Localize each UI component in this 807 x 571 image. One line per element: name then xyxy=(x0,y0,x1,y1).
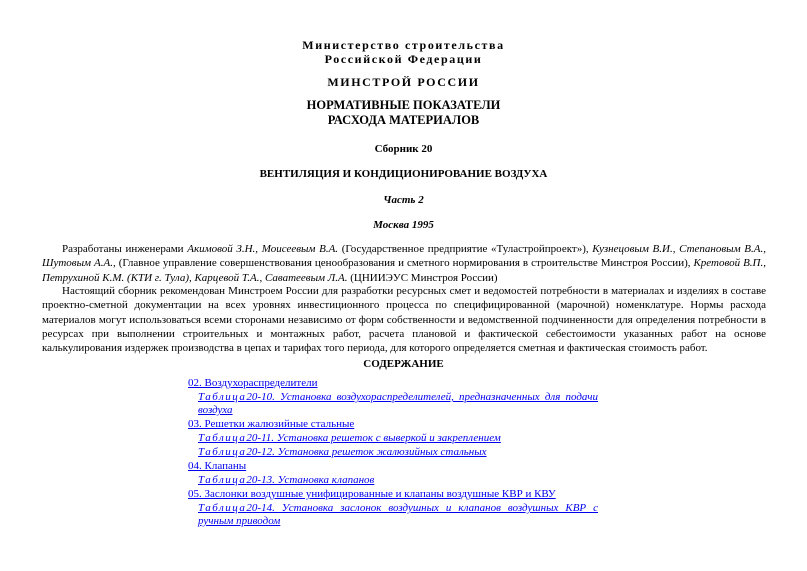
authors-text-1: Разработаны инженерами xyxy=(62,243,188,255)
table-title: 20-10. Установка воздухораспределителей, предназначенных для подачи воздуха xyxy=(198,391,598,416)
authors-group-1: Акимовой З.Н., Моисеевым В.А. xyxy=(187,243,339,255)
authors-group-2: Кузнецовым В.И., Степановым В.А., Шутовым А.А. xyxy=(42,243,766,270)
recommendation-paragraph xyxy=(42,284,766,355)
part-number: Часть 2 xyxy=(383,194,424,206)
toc-heading: СОДЕРЖАНИЕ xyxy=(363,358,444,370)
authors-text-4: (ЦНИИЭУС Минстроя России) xyxy=(347,271,498,284)
toc-section-03-link[interactable]: 03. Решетки жалюзийные стальные xyxy=(188,418,355,430)
toc-table-20-14-link[interactable] xyxy=(198,502,598,528)
title-line-1: НОРМАТИВНЫЕ ПОКАЗАТЕЛИ xyxy=(306,98,501,112)
authors-paragraph xyxy=(42,242,766,285)
table-prefix: Таблица xyxy=(198,446,247,458)
table-prefix: Таблица xyxy=(198,391,247,403)
table-title: 20-14. Установка заслонок воздушных и клапанов воздушных КВР с ручным приводом xyxy=(198,502,598,527)
collection-number: Сборник 20 xyxy=(374,143,433,155)
authors-text-3: , (Главное управление совершенствования ценообразования и сметного нормирования в строительстве Минстроя России), xyxy=(112,257,694,270)
table-title: 20-13. Установка клапанов xyxy=(246,474,375,486)
place-year: Москва 1995 xyxy=(373,219,434,231)
recommendation-text: Настоящий сборник рекомендован Минстроем России для разработки ресурсных смет и ведомостей потребности в материалах и изделиях в составе проектно-сметной документации на всех уровнях инвестиционного процесса по специфицированной (марочной) номенклатуре. Нормы расхода материалов могут использоваться всеми сторонами независимо от форм собственности и ведомственной подчиненности для определения потребности в ресурсах при выполнении строительных и монтажных работ, расчета плановой и фактической себестоимости указанных работ на основе калькулирования издержек производства в цепах и тарифах того периода, для которого определяется сметная и фактическая стоимость работ. xyxy=(42,285,766,355)
table-title: 20-12. Установка решеток жалюзийных стальных xyxy=(246,446,487,458)
table-of-contents xyxy=(188,377,598,529)
table-prefix: Таблица xyxy=(198,432,247,444)
ministry-line-1: Министерство строительства xyxy=(302,38,505,52)
title-line-2: РАСХОДА МАТЕРИАЛОВ xyxy=(327,113,480,127)
toc-section-02-link[interactable]: 02. Воздухораспределители xyxy=(188,377,318,389)
table-title: 20-11. Установка решеток с выверкой и закреплением xyxy=(246,432,501,444)
toc-table-20-12-link[interactable] xyxy=(198,446,598,459)
table-prefix: Таблица xyxy=(198,502,247,514)
authors-text-2: (Государственное предприятие «Туластройпроект»), xyxy=(338,243,593,255)
authors-group-3: Кретовой В.П., Петрухиной К.М. (КТИ г. Тула), Карцевой Т.А., Саватеевым Л.А. xyxy=(42,257,767,284)
toc-section-05-link[interactable]: 05. Заслонки воздушные унифицированные и клапаны воздушные КВР и КВУ xyxy=(188,488,556,500)
toc-table-20-13-link[interactable] xyxy=(198,474,598,487)
document-title xyxy=(0,98,807,128)
toc-table-20-10-link[interactable] xyxy=(198,391,598,417)
ministry-line-2: Российской Федерации xyxy=(324,52,483,66)
ministry-name xyxy=(0,38,807,66)
toc-section-04-link[interactable]: 04. Клапаны xyxy=(188,460,247,472)
org-name: МИНСТРОЙ РОССИИ xyxy=(327,75,480,89)
toc-table-20-11-link[interactable] xyxy=(198,432,598,445)
table-prefix: Таблица xyxy=(198,474,247,486)
collection-subject: ВЕНТИЛЯЦИЯ И КОНДИЦИОНИРОВАНИЕ ВОЗДУХА xyxy=(259,168,548,180)
